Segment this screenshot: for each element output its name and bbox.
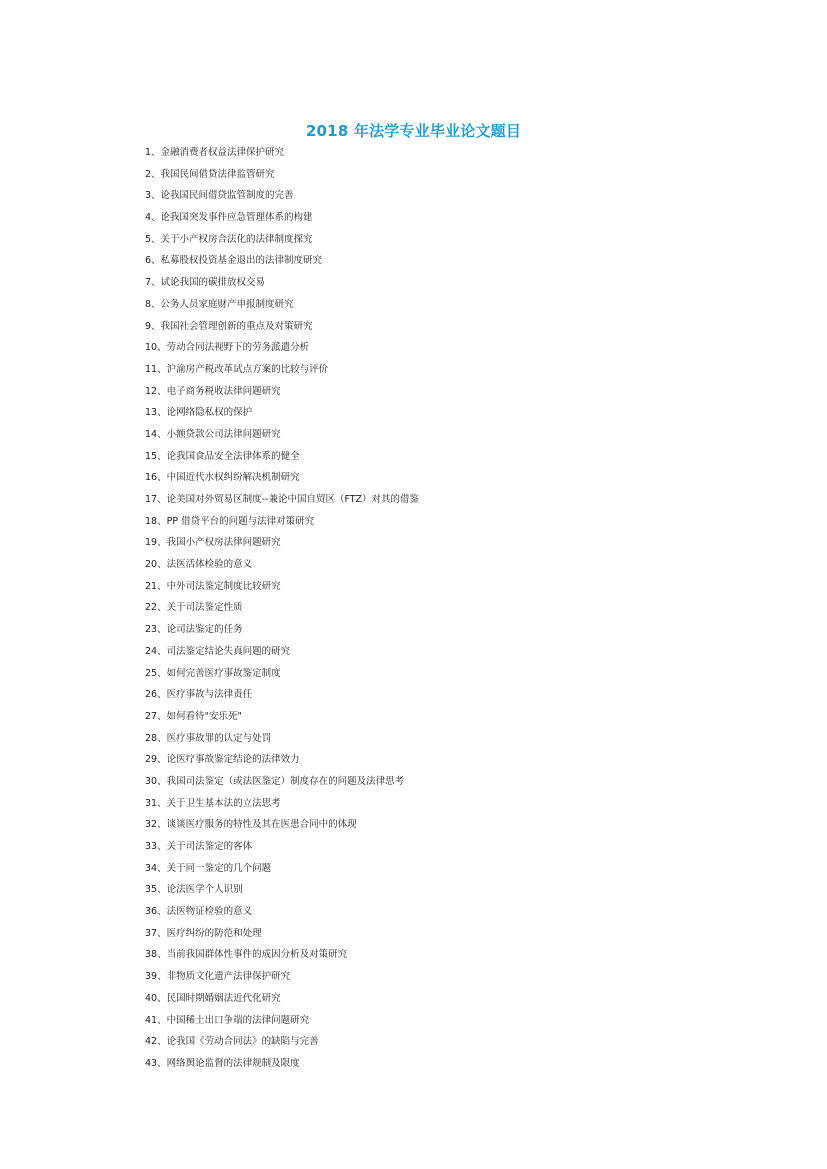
topic-item: 29、论医疗事故鉴定结论的法律效力 bbox=[145, 754, 300, 766]
topic-item: 32、谈谈医疗服务的特性及其在医患合同中的体现 bbox=[145, 819, 357, 831]
topic-item: 9、我国社会管理创新的重点及对策研究 bbox=[145, 320, 313, 332]
topic-item: 42、论我国《劳动合同法》的缺陷与完善 bbox=[145, 1036, 319, 1048]
topic-item: 7、试论我国的碳排放权交易 bbox=[145, 277, 266, 289]
topic-item: 34、关于同一鉴定的几个问题 bbox=[145, 862, 272, 874]
topic-item: 26、医疗事故与法律责任 bbox=[145, 689, 253, 701]
topic-item: 11、沪渝房产税改革试点方案的比较与评价 bbox=[145, 363, 329, 375]
topic-item: 15、论我国食品安全法律体系的健全 bbox=[145, 450, 300, 462]
topic-item: 12、电子商务税收法律问题研究 bbox=[145, 385, 281, 397]
topic-item: 6、私募股权投资基金退出的法律制度研究 bbox=[145, 255, 323, 267]
topic-item: 2、我国民间借贷法律监管研究 bbox=[145, 168, 275, 180]
topic-item: 5、关于小产权房合法化的法律制度探究 bbox=[145, 233, 313, 245]
topic-item: 19、我国小产权房法律问题研究 bbox=[145, 537, 281, 549]
topic-item: 41、中国稀土出口争端的法律问题研究 bbox=[145, 1014, 310, 1026]
topic-item: 35、论法医学个人识别 bbox=[145, 884, 243, 896]
document-title: 2018 年法学专业毕业论文题目 bbox=[305, 122, 522, 140]
topic-item: 20、法医活体检验的意义 bbox=[145, 559, 253, 571]
topic-item: 43、网络舆论监督的法律规制及限度 bbox=[145, 1057, 300, 1069]
topic-item: 30、我国司法鉴定（或法医鉴定）制度存在的问题及法律思考 bbox=[145, 775, 405, 787]
topic-item: 31、关于卫生基本法的立法思考 bbox=[145, 797, 281, 809]
topic-item: 24、司法鉴定结论失真问题的研究 bbox=[145, 645, 291, 657]
topic-item: 1、金融消费者权益法律保护研究 bbox=[145, 147, 285, 158]
topic-item: 14、小额贷款公司法律问题研究 bbox=[145, 428, 281, 440]
topic-item: 8、公务人员家庭财产申报制度研究 bbox=[145, 298, 294, 310]
topic-item: 10、劳动合同法视野下的劳务派遣分析 bbox=[145, 342, 310, 354]
topic-item: 23、论司法鉴定的任务 bbox=[145, 624, 243, 636]
topic-list bbox=[145, 146, 785, 1079]
topic-item: 38、当前我国群体性事件的成因分析及对策研究 bbox=[145, 949, 348, 961]
topic-item: 13、论网络隐私权的保护 bbox=[145, 407, 253, 419]
topic-item: 28、医疗事故罪的认定与处罚 bbox=[145, 732, 272, 744]
topic-item: 18、PP 借贷平台的问题与法律对策研究 bbox=[145, 515, 315, 527]
topic-item: 27、如何看待"安乐死" bbox=[145, 710, 242, 722]
topic-item: 3、论我国民间借贷监管制度的完善 bbox=[145, 190, 294, 202]
topic-item: 37、医疗纠纷的防范和处理 bbox=[145, 927, 262, 939]
topic-item: 17、论美国对外贸易区制度--兼论中国自贸区（FTZ）对其的借鉴 bbox=[145, 494, 420, 505]
topic-item: 33、关于司法鉴定的客体 bbox=[145, 841, 253, 852]
topic-item: 39、非物质文化遗产法律保护研究 bbox=[145, 971, 291, 983]
topic-item: 22、关于司法鉴定性质 bbox=[145, 602, 243, 614]
topic-item: 21、中外司法鉴定制度比较研究 bbox=[145, 580, 281, 592]
topic-item: 16、中国近代水权纠纷解决机制研究 bbox=[145, 472, 300, 484]
topic-item: 40、民国时期婚姻法近代化研究 bbox=[145, 992, 281, 1004]
topic-item: 25、如何完善医疗事故鉴定制度 bbox=[145, 667, 281, 679]
topic-item: 36、法医物证检验的意义 bbox=[145, 906, 253, 918]
topic-item: 4、论我国突发事件应急管理体系的构建 bbox=[145, 212, 313, 224]
